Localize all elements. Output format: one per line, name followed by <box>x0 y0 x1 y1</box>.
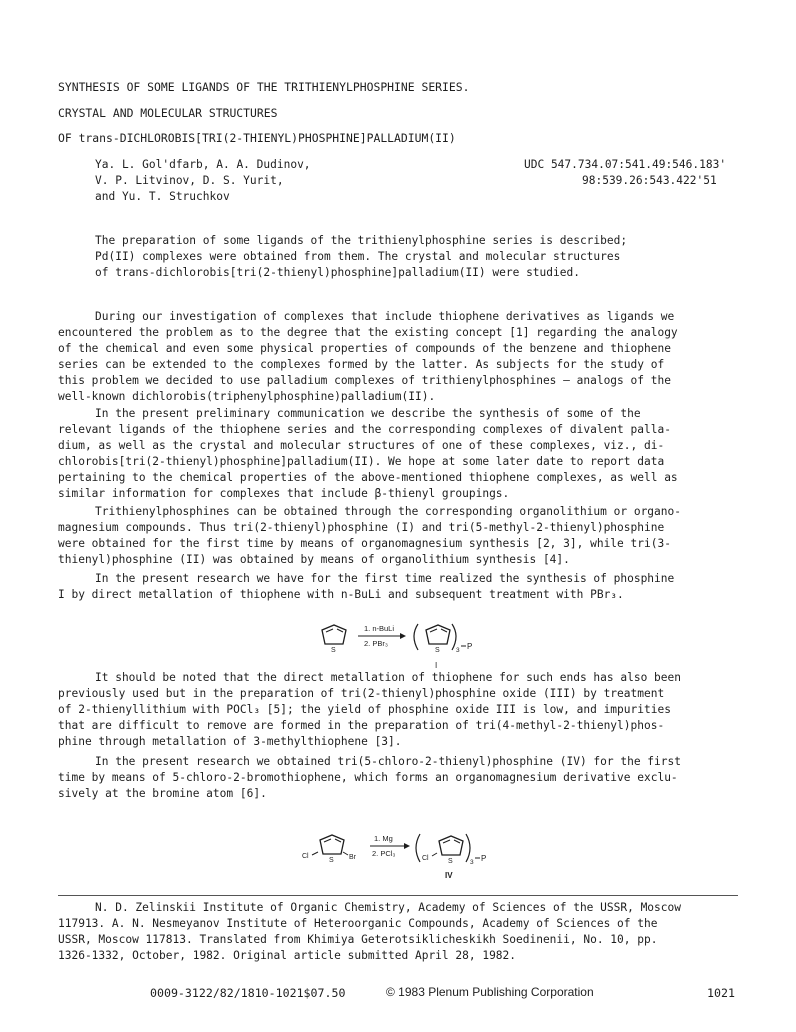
article-code: 0009-3122/82/1810-1021$07.50 <box>150 986 346 1000</box>
reaction-scheme-1 <box>300 610 500 670</box>
product-sulfur: S <box>448 858 453 865</box>
thiophene-ring <box>320 835 344 854</box>
footnote-line: 117913. A. N. Nesmeyanov Institute of Heteroorganic Compounds, Academy of Sciences of the <box>58 917 658 930</box>
reagent-2: 2. PBr₃ <box>364 639 388 648</box>
paragraph-line: It should be noted that the direct metallation of thiophene for such ends has also been <box>95 671 681 684</box>
arrow-head <box>400 633 406 639</box>
bromine: Br <box>349 854 356 861</box>
title-line-2: CRYSTAL AND MOLECULAR STRUCTURES <box>58 106 278 120</box>
ring-sulfur: S <box>329 857 334 864</box>
paragraph-line: phine through metallation of 3-methylthiophene [3]. <box>58 735 402 748</box>
product-sulfur: S <box>435 647 440 654</box>
double-bond <box>430 629 437 632</box>
reaction-scheme-2-drawing <box>300 822 520 882</box>
udc-line-2: 98:539.26:543.422'51 <box>582 174 717 187</box>
paragraph-line: previously used but in the preparation of tri(2-thienyl)phosphine oxide (III) by treatment <box>58 687 665 700</box>
paragraph-5 <box>58 670 681 750</box>
paragraph-line: well-known dichlorobis(triphenylphosphine)palladium(II). <box>58 390 436 403</box>
paragraph-line: In the present research we have for the first time realized the synthesis of phosphine <box>95 572 675 585</box>
paragraph-line: During our investigation of complexes that include thiophene derivatives as ligands we <box>95 310 675 323</box>
bond <box>343 852 348 855</box>
copyright-notice: © 1983 Plenum Publishing Corporation <box>386 985 594 999</box>
abstract <box>95 233 627 281</box>
product-subscript: 3 <box>470 859 474 866</box>
paragraph-line: dium, as well as the crystal and molecular structures of one of these complexes, viz., di- <box>58 439 665 452</box>
paragraph-line: sively at the bromine atom [6]. <box>58 787 267 800</box>
paragraph-4 <box>58 571 674 603</box>
paragraph-line: relevant ligands of the thiophene series and the corresponding complexes of divalent palla- <box>58 423 671 436</box>
double-bond <box>324 839 331 842</box>
paragraph-line: were obtained for the first time by means of organomagnesium synthesis [2, 3], while tri(3- <box>58 537 671 550</box>
footnote-line: N. D. Zelinskii Institute of Organic Chemistry, Academy of Sciences of the USSR, Moscow <box>95 901 681 914</box>
right-paren <box>466 834 470 862</box>
footnote-divider <box>58 895 738 896</box>
double-bond <box>326 629 333 632</box>
abstract-line: of trans-dichlorobis[tri(2-thienyl)phosphine]palladium(II) were studied. <box>95 266 580 279</box>
phosphorus-atom: P <box>481 854 487 863</box>
authors-line-1: Ya. L. Gol'dfarb, A. A. Dudinov, <box>95 158 311 171</box>
paragraph-1 <box>58 309 678 405</box>
abstract-line: Pd(II) complexes were obtained from them. The crystal and molecular structures <box>95 250 621 263</box>
title-line-1: SYNTHESIS OF SOME LIGANDS OF THE TRITHIENYLPHOSPHINE SERIES. <box>58 80 470 94</box>
product-thiophene-ring <box>426 625 450 644</box>
paragraph-line: I by direct metallation of thiophene with n-BuLi and subsequent treatment with PBr₃. <box>58 588 624 601</box>
paragraph-line: In the present research we obtained tri(5-chloro-2-thienyl)phosphine (IV) for the first <box>95 755 681 768</box>
udc-line-1: UDC 547.734.07:541.49:546.183' <box>524 158 727 171</box>
reagent-2: 2. PCl₃ <box>372 849 396 858</box>
footnote-line: 1326-1332, October, 1982. Original article submitted April 28, 1982. <box>58 949 517 962</box>
left-paren <box>414 624 418 650</box>
reaction-scheme-2 <box>300 822 520 882</box>
reaction-scheme-1-drawing <box>300 610 500 670</box>
paragraph-line: thienyl)phosphine (II) was obtained by means of organolithium synthesis [4]. <box>58 553 570 566</box>
page-number: 1021 <box>707 986 735 1000</box>
paragraph-line: that are difficult to remove are formed in the preparation of tri(4-methyl-2-thienyl)phos- <box>58 719 665 732</box>
compound-label-IV: IV <box>445 871 453 880</box>
paragraph-line: magnesium compounds. Thus tri(2-thienyl)phosphine (I) and tri(5-methyl-2-thienyl)phosphine <box>58 521 665 534</box>
paragraph-line: time by means of 5-chloro-2-bromothiophene, which forms an organomagnesium derivative exclu- <box>58 771 678 784</box>
double-bond <box>335 839 341 842</box>
paragraph-line: pertaining to the chemical properties of the above-mentioned thiophene complexes, as well as <box>58 471 678 484</box>
paragraph-line: encountered the problem as to the degree that the existing concept [1] regarding the analogy <box>58 326 678 339</box>
footnote-line: USSR, Moscow 117813. Translated from Khimiya Geterotsiklicheskikh Soedinenii, No. 10, pp. <box>58 933 658 946</box>
paragraph-line: similar information for complexes that include β-thienyl groupings. <box>58 487 510 500</box>
left-paren <box>416 834 420 862</box>
abstract-line: The preparation of some ligands of the trithienylphosphine series is described; <box>95 234 628 247</box>
authors-line-3: and Yu. T. Struchkov <box>95 190 230 203</box>
chlorine-product: Cl <box>422 855 429 862</box>
footnote <box>58 900 681 964</box>
paragraph-2 <box>58 406 678 502</box>
paragraph-line: Trithienylphosphines can be obtained through the corresponding organolithium or organo- <box>95 505 681 518</box>
bond <box>432 853 437 856</box>
title-line-3: OF trans-DICHLOROBIS[TRI(2-THIENYL)PHOSPHINE]PALLADIUM(II) <box>58 131 456 145</box>
paragraph-line: chlorobis[tri(2-thienyl)phosphine]palladium(II). We hope at some later date to report data <box>58 455 665 468</box>
paragraph-line: of the chemical and even some physical properties of compounds of the benzene and thiophene <box>58 342 671 355</box>
product-subscript: 3 <box>456 647 460 654</box>
thiophene-ring <box>322 625 346 644</box>
arrow-head <box>404 843 410 849</box>
paragraph-line: series can be extended to the complexes formed by the latter. As subjects for the study of <box>58 358 665 371</box>
paragraph-line: of 2-thienyllithium with POCl₃ [5]; the yield of phosphine oxide III is low, and impurities <box>58 703 671 716</box>
bond <box>312 852 318 855</box>
ring-sulfur: S <box>331 647 336 654</box>
reagent-1: 1. Mg <box>374 834 393 843</box>
double-bond <box>337 629 343 632</box>
paragraph-6 <box>58 754 681 802</box>
chlorine-left: Cl <box>302 853 309 860</box>
double-bond <box>443 840 450 843</box>
double-bond <box>441 629 447 632</box>
paragraph-3 <box>58 504 681 568</box>
double-bond <box>454 840 460 843</box>
reagent-1: 1. n-BuLi <box>364 624 395 633</box>
phosphorus-atom: P <box>467 642 473 651</box>
compound-label-I: I <box>435 661 438 670</box>
paragraph-line: In the present preliminary communication we describe the synthesis of some of the <box>95 407 641 420</box>
product-thiophene-ring <box>439 836 463 855</box>
paragraph-line: this problem we decided to use palladium complexes of trithienylphosphines — analogs of the <box>58 374 671 387</box>
authors-line-2: V. P. Litvinov, D. S. Yurit, <box>95 174 284 187</box>
